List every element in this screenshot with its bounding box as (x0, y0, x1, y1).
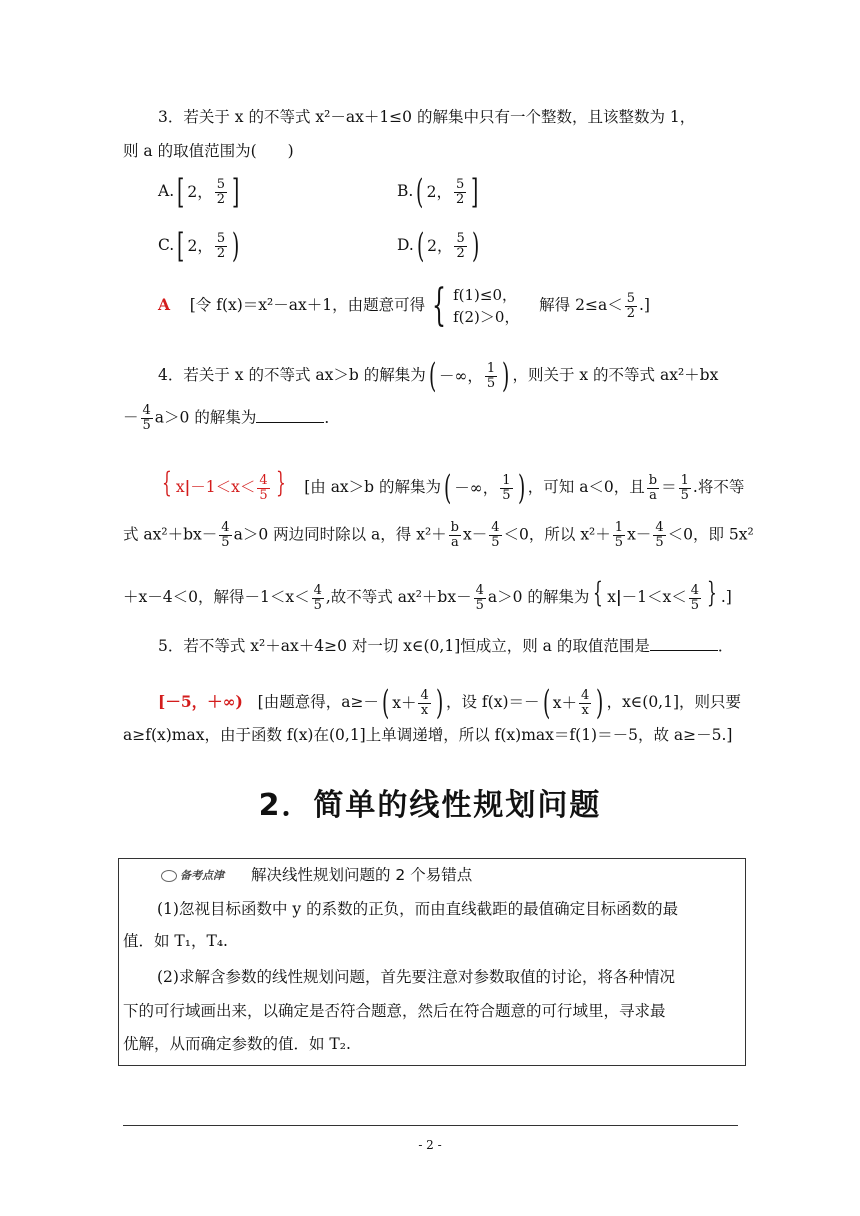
q5-answer-blank (650, 636, 718, 651)
q5-solution-line1: [－5，＋∞) [由题意得，a≥－ ( x＋ $\frac{4}{x}$ ) ，设 f(x)＝－ ( x＋ $\frac{4}{x}$ ) ，x∈(0,1]，则只要 (158, 683, 742, 723)
pen-icon (161, 870, 177, 882)
footer-rule (123, 1125, 738, 1126)
q4-solution-line2: 式 ax²＋bx－ $\frac{4}{5}$ a＞0 两边同时除以 a，得 x²＋ $\frac{b}{a}$ x－ $\frac{4}{5}$ ＜0，所以 x²＋ $\frac{1}{5}$ x－ $\frac{4}{5}$ ＜0，即 5x² (123, 520, 754, 550)
tip-p1-line2: 值．如 T₁，T₄. (123, 932, 228, 950)
page-number: - 2 - (418, 1138, 442, 1152)
section-title: 2．简单的线性规划问题 (258, 788, 602, 823)
q5-answer: [－5，＋∞) (158, 692, 243, 711)
q4-line2: － $\frac{4}{5}$ a＞0 的解集为 ． (123, 403, 340, 433)
tip-p2-line1: (2)求解含参数的线性规划问题，首先要注意对参数取值的讨论，将各种情况 (157, 968, 675, 986)
tip-p1-line1: (1)忽视目标函数中 y 的系数的正负，而由直线截距的最值确定目标函数的最 (157, 900, 679, 918)
tip-box (118, 858, 746, 1066)
q3-solution: A [令 f(x)＝x²－ax＋1，由题意可得 { f(1)≤0， f(2)＞0， 解得 2≤a＜ $\frac{5}{2}$ .] (158, 280, 650, 331)
q3-line2: 则 a 的取值范围为( ) (123, 142, 294, 160)
q4-solution-line1: { x|－1＜x＜ $\frac{4}{5}$ } [由 ax＞b 的解集为 ( －∞， $\frac{1}{5}$ ) ，可知 a＜0，且 $\frac{b}{a}$ ＝ $\frac{1}{5}$ .将不等 (158, 466, 744, 505)
q5-line1: 5．若不等式 x²＋ax＋4≥0 对一切 x∈(0,1]恒成立，则 a 的取值范围是 ． (158, 637, 734, 655)
q4-solution-line3: ＋x－4＜0，解得－1＜x＜ $\frac{4}{5}$ ,故不等式 ax²＋bx－ $\frac{4}{5}$ a＞0 的解集为 { x|－1＜x＜ $\frac{4}{5}$ } .] (123, 576, 732, 613)
q5-solution-line2: a≥f(x)max，由于函数 f(x)在(0,1]上单调递增，所以 f(x)max＝f(1)＝－5，故 a≥－5.] (123, 726, 733, 744)
tip-tag: 备考点津 (161, 867, 224, 883)
q3-option-c: C. [ 2， $\frac{5}{2}$ ) (158, 226, 240, 266)
q4-answer: { x|－1＜x＜ $\frac{4}{5}$ } (162, 466, 286, 503)
tip-p2-line2: 下的可行域画出来，以确定是否符合题意，然后在符合题意的可行域里，寻求最 (123, 1002, 666, 1020)
q3-line1: 3．若关于 x 的不等式 x²－ax＋1≤0 的解集中只有一个整数，且该整数为 1， (158, 108, 696, 126)
q3-option-b: B. ( 2， $\frac{5}{2}$ ] (397, 172, 479, 212)
q3-answer-letter: A (158, 295, 171, 314)
tip-heading: 解决线性规划问题的 2 个易错点 (251, 866, 473, 884)
q4-answer-blank (256, 408, 324, 423)
q3-option-d: D. ( 2， $\frac{5}{2}$ ) (397, 226, 480, 266)
tip-p2-line3: 优解，从而确定参数的值．如 T₂. (123, 1035, 351, 1053)
q3-option-a: A. [ 2， $\frac{5}{2}$ ] (158, 172, 240, 212)
q4-line1: 4．若关于 x 的不等式 ax＞b 的解集为 ( －∞， $\frac{1}{5}$ ) ，则关于 x 的不等式 ax²＋bx (158, 356, 719, 396)
